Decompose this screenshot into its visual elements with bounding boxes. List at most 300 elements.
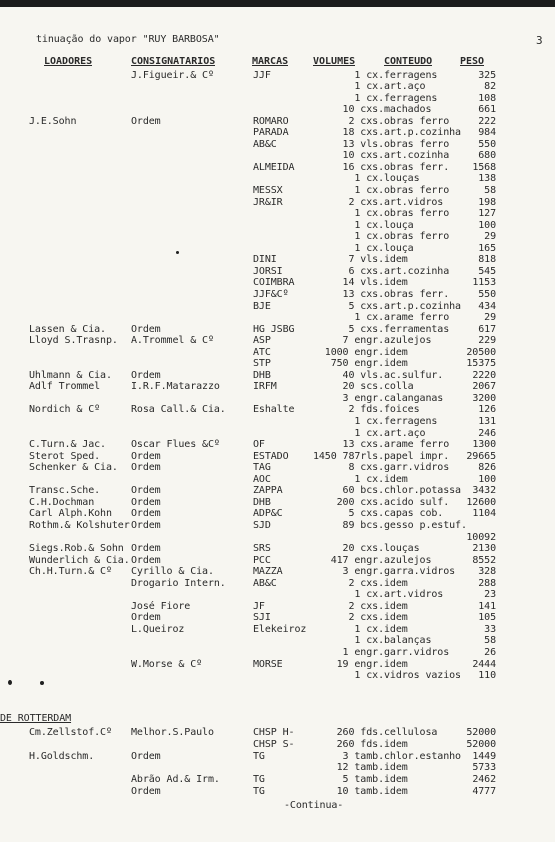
cell-contents: chlor.estanho [384,750,461,762]
cell-volumes: 1 engr. [342,647,384,658]
cell-weight: 328 [478,566,496,578]
table-row [0,635,555,647]
cell-loader: Ch.H.Turn.& Cº [29,566,112,578]
cell-volumes: 1 cx. [354,312,384,324]
cell-weight: 58 [484,185,496,196]
cell-contents: art.p.cozinha [384,127,461,139]
cell-weight: 3432 [472,485,496,497]
cell-volumes: 3 engr. [342,392,384,404]
cell-contents: louça [384,242,414,254]
cell-weight: 246 [478,427,496,439]
scan-speck [40,681,44,685]
cell-contents: art.cozinha [384,265,450,277]
cell-volumes: 1 cx. [354,427,384,439]
cell-consignee: I.R.F.Matarazzo [131,381,220,393]
cell-volumes: 5 cxs. [348,300,384,312]
cell-contents: azulejos [384,335,432,347]
cell-volumes: 12 tamb. [336,762,384,774]
table-row [0,624,555,636]
table-row [0,289,555,301]
table-row [0,81,555,93]
table-row [0,589,555,601]
cell-loader: Rothm.& Kolshuter [29,519,130,531]
cell-weight: 826 [478,462,496,474]
cell-contents: arame ferro [384,312,450,324]
table-row [0,312,555,324]
table-row [0,231,555,243]
cell-weight: 138 [478,173,496,185]
header-loaders: LOADORES [44,56,93,67]
cell-consignee: Ordem [131,519,161,531]
cell-marks: DHB [253,496,271,508]
cell-consignee: Ordem [131,612,161,624]
cell-volumes: 14 vls. [342,277,384,289]
cell-contents: obras ferro [384,208,450,220]
table-row [0,150,555,162]
cell-contents: acido sulf. [384,496,450,508]
table-row [0,220,555,232]
cell-contents: idem [384,762,408,774]
cell-marks: AB&C [253,577,277,589]
cell-weight: 550 [478,288,496,300]
cell-marks: BJE [253,300,271,312]
cell-loader: C.Turn.& Jac. [29,439,106,451]
cell-consignee: Cyrillo & Cia. [131,566,214,578]
footer-continues [0,800,555,812]
cell-volumes: 1 cx. [354,219,384,231]
cell-weight: 5733 [472,762,496,774]
cell-volumes: 13 cxs. [342,288,384,300]
table-row [0,173,555,185]
cell-volumes: 2 cxs. [348,196,384,208]
cell-volumes: 10 tamb. [336,786,384,797]
cell-contents: idem [384,612,408,624]
cell-consignee: Ordem [131,115,161,127]
cell-loader: Nordich & Cº [29,404,101,416]
cell-contents: azulejos [384,554,432,566]
cell-consignee: Ordem [131,450,161,462]
cell-weight: 12600 [466,496,496,508]
table-row [0,428,555,440]
cell-marks: ALMEIDA [253,161,295,173]
cell-volumes: 2 fds. [348,404,384,416]
table-row [0,566,555,578]
header-contents: CONTEUDO [384,56,433,67]
cell-volumes: 1 cx. [354,185,384,196]
cell-marks: OF [253,439,265,451]
cell-marks: JJF [253,69,271,81]
cell-volumes: 2 cxs. [348,577,384,589]
cell-weight: 10092 [466,531,496,543]
cell-weight: 2220 [472,369,496,381]
cell-weight: 110 [478,670,496,682]
cell-volumes: 20 scs. [342,381,384,393]
table-row [0,727,555,739]
table-row [0,555,555,567]
header-marks: MARCAS [252,56,289,67]
cell-volumes: 13 cxs. [342,439,384,451]
cell-contents: obras ferro [384,138,450,150]
cell-marks: SJI [253,612,271,624]
cell-contents: idem [384,346,408,358]
table-row [0,786,555,798]
cell-volumes: 1 cx. [354,69,384,81]
table-row [0,647,555,659]
cell-volumes: 1000 engr. [324,346,384,358]
cell-weight: 198 [478,196,496,208]
cell-volumes: 5 tamb. [342,774,384,786]
cell-volumes: 200 cxs. [336,496,384,508]
cell-weight: 15375 [466,358,496,370]
cell-contents: arame ferro [384,439,450,451]
cell-volumes: 1 cx. [354,635,384,647]
cell-consignee: Abrão Ad.& Irm. [131,774,220,786]
cell-marks: IRFM [253,381,277,393]
table-row [0,116,555,128]
table-row [0,601,555,613]
cell-loader: Transc.Sche. [29,485,101,497]
cell-weight: 325 [478,69,496,81]
cell-marks: PCC [253,554,271,566]
cell-loader: H.Goldschm. [29,750,95,762]
cell-weight: 545 [478,265,496,277]
cell-loader: Wunderlich & Cia. [29,554,130,566]
scan-speck [176,251,179,254]
cell-marks: CHSP S- [253,738,295,750]
cell-volumes: 1 cx. [354,416,384,427]
table-row [0,404,555,416]
cell-contents: idem [384,473,408,485]
cell-weight: 818 [478,254,496,266]
cell-weight: 29 [484,312,496,324]
cell-marks: JORSI [253,265,283,277]
table-row [0,578,555,590]
cell-loader: J.E.Sohn [29,115,77,127]
cell-volumes: 417 engr. [330,554,384,566]
cell-loader: Uhlmann & Cia. [29,369,112,381]
table-row [0,416,555,428]
cell-marks: ROMARO [253,115,289,127]
table-row [0,462,555,474]
table-row [0,751,555,763]
cell-volumes: 13 vls. [342,138,384,150]
table-row [0,266,555,278]
cell-contents: obras ferro [384,115,450,127]
cell-contents: idem [384,358,408,370]
cell-consignee: Rosa Call.& Cia. [131,404,226,416]
cell-contents: obras ferro [384,231,450,243]
cell-consignee: Ordem [131,323,161,335]
cell-marks: TG [253,786,265,797]
cell-consignee: José Fiore [131,600,191,612]
cell-weight: 131 [478,416,496,427]
table-row [0,393,555,405]
cell-marks: SJD [253,519,271,531]
cell-consignee: J.Figueir.& Cº [131,69,214,81]
cell-weight: 20500 [466,346,496,358]
cell-contents: art.p.cozinha [384,300,461,312]
cell-volumes: 16 cxs. [342,161,384,173]
cell-contents: balanças [384,635,432,647]
cell-contents: louças [384,173,420,185]
table-row [0,439,555,451]
cell-weight: 288 [478,577,496,589]
cell-contents: idem [384,600,408,612]
cell-weight: 26 [484,647,496,658]
table-row [0,370,555,382]
cell-marks: TG [253,774,265,786]
cell-volumes: 1 cx. [354,92,384,104]
cell-weight: 108 [478,92,496,104]
table-row [0,543,555,555]
table-row [0,347,555,359]
cell-volumes: 3 engr. [342,566,384,578]
cell-contents: cellulosa [384,727,438,738]
cell-volumes: 1 cx. [354,208,384,220]
cell-contents: obras ferr. [384,161,450,173]
cell-weight: 58 [484,635,496,647]
cell-consignee: Drogario Intern. [131,577,226,589]
cell-consignee: Ordem [131,496,161,508]
table-row [0,774,555,786]
cell-marks: PARADA [253,127,289,139]
cell-contents: calanganas [384,392,444,404]
table-row [0,739,555,751]
table-row [0,243,555,255]
cell-weight: 222 [478,115,496,127]
cell-contents: foices [384,404,420,416]
cell-volumes: 6 cxs. [348,265,384,277]
cell-weight: 82 [484,81,496,93]
cell-volumes: 89 bcs. [342,519,384,531]
cell-weight: 100 [478,473,496,485]
cell-loader: Lassen & Cia. [29,323,106,335]
table-row [0,485,555,497]
cell-contents: art.aço [384,81,426,93]
cell-volumes: 10 cxs. [342,150,384,162]
cell-marks: JR&IR [253,196,283,208]
cell-contents: ferramentas [384,323,450,335]
cell-weight: 661 [478,104,496,116]
cell-marks: TG [253,750,265,762]
cell-volumes: 2 cxs. [348,115,384,127]
cell-volumes: 1 cx. [354,81,384,93]
cell-volumes: 19 engr. [336,658,384,670]
cell-marks: DINI [253,254,277,266]
cell-consignee: Melhor.S.Paulo [131,727,214,738]
cell-marks: MORSE [253,658,283,670]
table-row [0,520,555,532]
cell-volumes: 1450 787rls. [312,450,384,462]
table-row [0,301,555,313]
cell-consignee: L.Queiroz [131,623,185,635]
table-row [0,451,555,463]
cell-consignee: Oscar Flues &Cº [131,439,220,451]
cell-contents: capas cob. [384,508,444,520]
cell-contents: colla [384,381,414,393]
cell-weight: 229 [478,335,496,347]
cell-volumes: 1 cx. [354,173,384,185]
cell-volumes: 20 cxs. [342,543,384,555]
table-row [0,70,555,82]
table-row [0,254,555,266]
cell-loader: C.H.Dochman [29,496,95,508]
cell-weight: 1568 [472,161,496,173]
cell-volumes: 8 cxs. [348,462,384,474]
cell-weight: 1104 [472,508,496,520]
cell-marks: TAG [253,462,271,474]
cell-contents: idem [384,774,408,786]
cell-marks: SRS [253,543,271,555]
cell-marks: HG JSBG [253,323,295,335]
table-row [0,93,555,105]
cell-weight: 680 [478,150,496,162]
cell-contents: garr.vidros [384,462,450,474]
cell-volumes: 260 fds. [336,738,384,750]
cell-contents: louças [384,543,420,555]
cell-contents: machados [384,104,432,116]
cell-volumes: 1 cx. [354,623,384,635]
cell-weight: 2444 [472,658,496,670]
cell-marks: MESSX [253,185,283,196]
cell-volumes: 5 cxs. [348,323,384,335]
cell-volumes: 7 vls. [348,254,384,266]
cell-contents: chlor.potassa [384,485,461,497]
cell-contents: idem [384,277,408,289]
cell-weight: 127 [478,208,496,220]
cell-weight: 52000 [466,727,496,738]
cell-volumes: 750 engr. [330,358,384,370]
cell-marks: ZAPPA [253,485,283,497]
cell-weight: 2130 [472,543,496,555]
table-row [0,762,555,774]
cell-weight: 52000 [466,738,496,750]
cell-weight: 4777 [472,786,496,797]
cell-weight: 2067 [472,381,496,393]
cell-volumes: 1 cx. [354,589,384,601]
cell-volumes: 10 cxs. [342,104,384,116]
cell-weight: 8552 [472,554,496,566]
footer-text: -Continua- [284,800,344,811]
header-volumes: VOLUMES [313,56,356,67]
cell-weight: 165 [478,242,496,254]
cell-loader: Sterot Sped. [29,450,101,462]
cell-contents: idem [384,658,408,670]
page-number: 3 [536,34,543,47]
cell-loader: Siegs.Rob.& Sohn [29,543,124,555]
table-row [0,474,555,486]
cell-loader: Adlf Trommel [29,381,101,393]
cell-contents: obras ferro [384,185,450,196]
cell-marks: AB&C [253,138,277,150]
table-row [0,508,555,520]
cell-loader: Schenker & Cia. [29,462,118,474]
table-row [0,532,555,544]
cell-contents: ferragens [384,92,438,104]
cell-volumes: 2 cxs. [348,600,384,612]
table-row [0,612,555,624]
table-row [0,208,555,220]
cell-weight: 23 [484,589,496,601]
cell-volumes: 3 tamb. [342,750,384,762]
table-row [0,335,555,347]
cell-consignee: Ordem [131,485,161,497]
cell-volumes: 1 cx. [354,231,384,243]
column-headers [0,56,555,68]
cell-consignee: Ordem [131,369,161,381]
header-weight: PESO [460,56,485,67]
page-title: tinuação do vapor "RUY BARBOSA" [36,34,220,45]
cell-weight: 617 [478,323,496,335]
cell-weight: 29665 [466,450,496,462]
cell-volumes: 1 cx. [354,242,384,254]
cell-marks: ADP&C [253,508,283,520]
cell-marks: ESTADO [253,450,289,462]
cell-contents: idem [384,577,408,589]
cell-contents: ferragens [384,416,438,427]
table-row [0,127,555,139]
table-row [0,185,555,197]
cell-volumes: 40 vls. [342,369,384,381]
table-row [0,277,555,289]
table-row [0,324,555,336]
cell-weight: 100 [478,219,496,231]
cell-contents: ferragens [384,69,438,81]
table-row [0,659,555,671]
cell-contents: art.aço [384,427,426,439]
cell-loader: Cm.Zellstof.Cº [29,727,112,738]
cell-volumes: 18 cxs. [342,127,384,139]
cell-marks: COIMBRA [253,277,295,289]
cell-consignee: Ordem [131,508,161,520]
cell-marks: CHSP H- [253,727,295,738]
cell-consignee: Ordem [131,786,161,797]
cell-loader: Carl Alph.Kohn [29,508,112,520]
cell-weight: 29 [484,231,496,243]
cell-marks: Eshalte [253,404,295,416]
cell-contents: garra.vidros [384,566,456,578]
cell-contents: art.vidros [384,196,444,208]
cell-volumes: 260 fds. [336,727,384,738]
cell-weight: 141 [478,600,496,612]
cell-weight: 1449 [472,750,496,762]
cell-volumes: 7 engr. [342,335,384,347]
cell-marks: ATC [253,346,271,358]
cell-contents: art.vidros [384,589,444,601]
table-row [0,670,555,682]
cell-volumes: 1 cx. [354,670,384,682]
cell-contents: idem [384,623,408,635]
table-row [0,497,555,509]
table-row [0,139,555,151]
cell-weight: 1153 [472,277,496,289]
cell-marks: MAZZA [253,566,283,578]
cell-marks: JJF&Cº [253,288,289,300]
cell-contents: ac.sulfur. [384,369,444,381]
cell-marks: STP [253,358,271,370]
cell-consignee: Ordem [131,554,161,566]
cell-contents: louça [384,219,414,231]
cell-marks: ASP [253,335,271,347]
table-row [0,104,555,116]
cell-weight: 984 [478,127,496,139]
cell-weight: 126 [478,404,496,416]
cell-contents: idem [384,738,408,750]
cell-weight: 2462 [472,774,496,786]
cell-consignee: Ordem [131,543,161,555]
cell-contents: gesso p.estuf. [384,519,467,531]
cell-volumes: 1 cx. [354,473,384,485]
